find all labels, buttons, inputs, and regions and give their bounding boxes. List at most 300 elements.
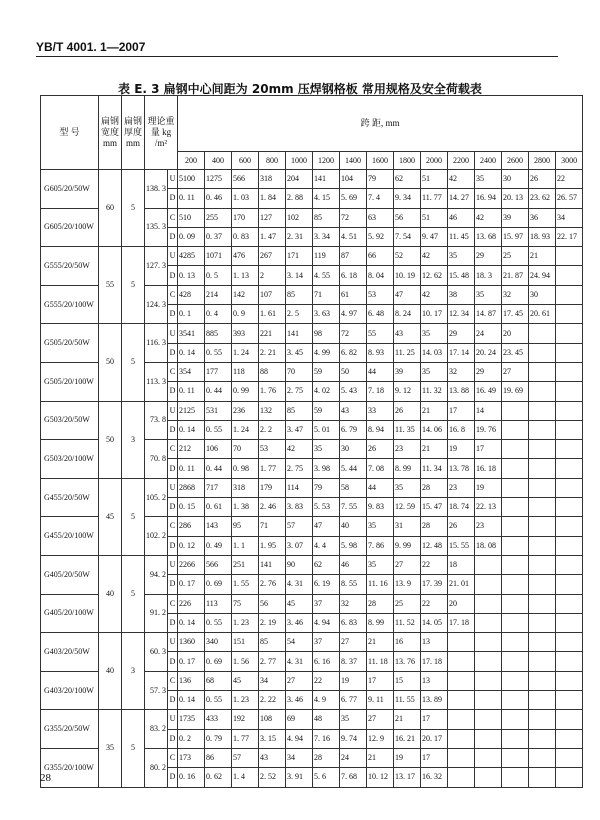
value-cell — [529, 382, 556, 401]
value-cell — [475, 768, 502, 787]
value-cell: 35 — [394, 478, 421, 497]
value-cell: 107 — [259, 285, 286, 304]
value-cell: 32 — [340, 594, 367, 613]
value-cell: 29 — [448, 324, 475, 343]
value-cell: 5. 44 — [340, 459, 367, 478]
value-cell: 9. 47 — [421, 227, 448, 246]
load-type-cell: U — [168, 555, 178, 574]
value-cell: 6. 82 — [340, 343, 367, 362]
value-cell: 57 — [232, 748, 259, 767]
value-cell: 13. 9 — [394, 575, 421, 594]
value-cell: 21 — [367, 633, 394, 652]
value-cell: 25 — [394, 594, 421, 613]
value-cell: 11. 18 — [367, 652, 394, 671]
value-cell: 11. 35 — [394, 420, 421, 439]
value-cell: 12. 48 — [421, 536, 448, 555]
span-header: 2800 — [529, 152, 556, 170]
span-header: 1800 — [394, 152, 421, 170]
value-cell: 85 — [286, 285, 313, 304]
value-cell: 2. 5 — [286, 305, 313, 324]
value-cell — [502, 478, 529, 497]
model-cell: G503/20/100W — [41, 440, 99, 479]
value-cell: 2. 19 — [259, 613, 286, 632]
value-cell: 21. 01 — [448, 575, 475, 594]
value-cell: 17. 39 — [421, 575, 448, 594]
value-cell: 13 — [421, 633, 448, 652]
value-cell: 42 — [475, 208, 502, 227]
value-cell: 0. 37 — [205, 227, 232, 246]
value-cell: 4. 55 — [313, 266, 340, 285]
value-cell — [556, 768, 583, 787]
value-cell: 38 — [448, 285, 475, 304]
value-cell: 0. 55 — [205, 420, 232, 439]
value-cell: 0. 2 — [178, 729, 205, 748]
value-cell: 79 — [367, 170, 394, 189]
value-cell: 21 — [529, 247, 556, 266]
value-cell: 8. 99 — [367, 613, 394, 632]
value-cell: 3. 91 — [286, 768, 313, 787]
load-type-cell: C — [168, 748, 178, 767]
value-cell — [502, 729, 529, 748]
table-row — [41, 710, 583, 729]
value-cell: 476 — [232, 247, 259, 266]
value-cell: 44 — [367, 362, 394, 381]
value-cell: 68 — [205, 671, 232, 690]
value-cell — [556, 613, 583, 632]
value-cell: 17 — [448, 401, 475, 420]
value-cell: 72 — [340, 208, 367, 227]
value-cell — [502, 748, 529, 767]
value-cell: 18. 93 — [529, 227, 556, 246]
value-cell: 44 — [367, 478, 394, 497]
value-cell: 7. 86 — [367, 536, 394, 555]
value-cell: 2266 — [178, 555, 205, 574]
width-cell: 40 — [99, 633, 122, 710]
model-cell: G505/20/100W — [41, 362, 99, 401]
value-cell: 5. 01 — [313, 420, 340, 439]
value-cell: 10. 12 — [367, 768, 394, 787]
value-cell — [529, 420, 556, 439]
value-cell — [502, 710, 529, 729]
value-cell: 35 — [340, 710, 367, 729]
width-cell: 40 — [99, 555, 122, 632]
value-cell: 22 — [556, 170, 583, 189]
value-cell: 18. 3 — [475, 266, 502, 285]
value-cell: 5. 69 — [340, 189, 367, 208]
value-cell — [502, 420, 529, 439]
value-cell: 6. 19 — [313, 575, 340, 594]
value-cell: 14. 06 — [421, 420, 448, 439]
value-cell: 16. 18 — [475, 459, 502, 478]
value-cell: 79 — [313, 478, 340, 497]
value-cell — [556, 729, 583, 748]
value-cell: 29 — [475, 362, 502, 381]
value-cell — [556, 652, 583, 671]
load-type-cell: D — [168, 343, 178, 362]
value-cell — [502, 575, 529, 594]
value-cell: 34 — [556, 208, 583, 227]
value-cell: 119 — [313, 247, 340, 266]
value-cell — [475, 671, 502, 690]
value-cell: 43 — [259, 748, 286, 767]
value-cell: 6. 18 — [340, 266, 367, 285]
value-cell: 151 — [232, 633, 259, 652]
value-cell — [529, 478, 556, 497]
value-cell — [502, 459, 529, 478]
value-cell: 17 — [421, 710, 448, 729]
value-cell: 23 — [475, 517, 502, 536]
value-cell: 4. 99 — [313, 343, 340, 362]
value-cell: 102 — [286, 208, 313, 227]
value-cell: 173 — [178, 748, 205, 767]
span-header: 2400 — [475, 152, 502, 170]
value-cell: 24 — [340, 748, 367, 767]
value-cell — [556, 575, 583, 594]
value-cell: 16 — [394, 633, 421, 652]
value-cell: 286 — [178, 517, 205, 536]
value-cell: 23. 62 — [529, 189, 556, 208]
value-cell: 27 — [502, 362, 529, 381]
value-cell: 42 — [421, 247, 448, 266]
value-cell — [502, 401, 529, 420]
value-cell: 885 — [205, 324, 232, 343]
value-cell: 17. 18 — [421, 652, 448, 671]
value-cell: 16. 8 — [448, 420, 475, 439]
value-cell: 4. 9 — [313, 691, 340, 710]
value-cell: 14. 87 — [475, 305, 502, 324]
value-cell: 14. 27 — [448, 189, 475, 208]
load-type-cell: C — [168, 671, 178, 690]
value-cell: 32 — [448, 362, 475, 381]
value-cell: 18. 08 — [475, 536, 502, 555]
value-cell: 8. 55 — [340, 575, 367, 594]
value-cell: 70 — [286, 362, 313, 381]
value-cell: 4. 97 — [340, 305, 367, 324]
value-cell: 5. 92 — [367, 227, 394, 246]
value-cell: 27 — [286, 671, 313, 690]
value-cell: 69 — [286, 710, 313, 729]
value-cell: 19. 69 — [502, 382, 529, 401]
value-cell: 0. 16 — [178, 768, 205, 787]
span-header: 600 — [232, 152, 259, 170]
value-cell — [529, 633, 556, 652]
value-cell: 531 — [205, 401, 232, 420]
value-cell: 14 — [475, 401, 502, 420]
value-cell — [502, 671, 529, 690]
value-cell — [475, 555, 502, 574]
value-cell: 236 — [232, 401, 259, 420]
value-cell: 2 — [259, 266, 286, 285]
value-cell: 2. 76 — [259, 575, 286, 594]
value-cell: 15. 47 — [421, 498, 448, 517]
value-cell — [475, 691, 502, 710]
table-row — [41, 633, 583, 652]
value-cell: 20 — [448, 594, 475, 613]
value-cell: 1. 23 — [232, 691, 259, 710]
span-header: 1400 — [340, 152, 367, 170]
value-cell: 39 — [502, 208, 529, 227]
load-type-cell: U — [168, 633, 178, 652]
load-type-cell: D — [168, 420, 178, 439]
value-cell: 12. 34 — [448, 305, 475, 324]
value-cell: 95 — [232, 517, 259, 536]
value-cell: 8. 37 — [340, 652, 367, 671]
value-cell: 4. 4 — [313, 536, 340, 555]
page-number: 28 — [40, 772, 51, 784]
model-cell: G555/20/50W — [41, 247, 99, 286]
value-cell: 0. 44 — [205, 459, 232, 478]
value-cell: 17 — [421, 748, 448, 767]
value-cell: 23 — [394, 440, 421, 459]
value-cell — [556, 633, 583, 652]
weight-cell: 80. 2 — [145, 748, 168, 787]
value-cell: 3. 46 — [286, 691, 313, 710]
value-cell: 3541 — [178, 324, 205, 343]
value-cell: 26 — [394, 401, 421, 420]
value-cell: 37 — [313, 594, 340, 613]
load-type-cell: U — [168, 170, 178, 189]
value-cell: 42 — [421, 285, 448, 304]
value-cell: 18 — [448, 555, 475, 574]
value-cell: 510 — [178, 208, 205, 227]
value-cell: 39 — [394, 362, 421, 381]
weight-cell: 105. 2 — [145, 478, 168, 517]
weight-cell: 127. 3 — [145, 247, 168, 286]
span-header: 800 — [259, 152, 286, 170]
value-cell: 267 — [259, 247, 286, 266]
value-cell: 717 — [205, 478, 232, 497]
value-cell: 340 — [205, 633, 232, 652]
value-cell: 318 — [259, 170, 286, 189]
value-cell: 62 — [313, 555, 340, 574]
value-cell — [475, 729, 502, 748]
value-cell: 143 — [205, 517, 232, 536]
value-cell: 35 — [367, 555, 394, 574]
value-cell — [529, 710, 556, 729]
value-cell: 28 — [367, 594, 394, 613]
value-cell — [448, 691, 475, 710]
value-cell: 6. 16 — [313, 652, 340, 671]
load-type-cell: D — [168, 613, 178, 632]
value-cell: 171 — [286, 247, 313, 266]
value-cell — [529, 691, 556, 710]
value-cell: 0. 17 — [178, 652, 205, 671]
value-cell: 16. 21 — [394, 729, 421, 748]
value-cell — [502, 652, 529, 671]
value-cell: 6. 77 — [340, 691, 367, 710]
value-cell — [529, 768, 556, 787]
value-cell: 1. 55 — [232, 575, 259, 594]
value-cell: 85 — [259, 633, 286, 652]
value-cell: 43 — [340, 401, 367, 420]
value-cell: 1735 — [178, 710, 205, 729]
model-cell: G605/20/100W — [41, 208, 99, 247]
value-cell — [556, 498, 583, 517]
load-type-cell: D — [168, 652, 178, 671]
load-type-cell: U — [168, 710, 178, 729]
value-cell: 14. 05 — [421, 613, 448, 632]
value-cell: 4. 02 — [313, 382, 340, 401]
weight-cell: 116. 3 — [145, 324, 168, 363]
value-cell: 22 — [313, 671, 340, 690]
value-cell: 17 — [367, 671, 394, 690]
value-cell: 35 — [313, 440, 340, 459]
value-cell — [556, 710, 583, 729]
value-cell: 46 — [340, 555, 367, 574]
weight-cell: 83. 2 — [145, 710, 168, 749]
value-cell: 2. 75 — [286, 382, 313, 401]
model-cell: G355/20/50W — [41, 710, 99, 749]
value-cell: 0. 69 — [205, 652, 232, 671]
value-cell — [529, 613, 556, 632]
value-cell: 1275 — [205, 170, 232, 189]
value-cell: 141 — [286, 324, 313, 343]
value-cell — [556, 420, 583, 439]
value-cell — [502, 768, 529, 787]
value-cell: 35 — [475, 170, 502, 189]
weight-cell: 124. 3 — [145, 285, 168, 324]
value-cell: 11. 77 — [421, 189, 448, 208]
value-cell — [556, 555, 583, 574]
value-cell: 40 — [340, 517, 367, 536]
standard-code: YB/T 4001. 1—2007 — [36, 40, 146, 54]
value-cell: 9. 99 — [394, 536, 421, 555]
value-cell: 1071 — [205, 247, 232, 266]
width-cell: 50 — [99, 324, 122, 401]
value-cell: 53 — [259, 440, 286, 459]
value-cell: 34 — [259, 671, 286, 690]
value-cell — [529, 401, 556, 420]
value-cell: 11. 34 — [421, 459, 448, 478]
value-cell: 3. 07 — [286, 536, 313, 555]
value-cell: 24. 94 — [529, 266, 556, 285]
value-cell — [556, 536, 583, 555]
value-cell: 0. 79 — [205, 729, 232, 748]
thickness-cell: 3 — [122, 633, 145, 710]
value-cell: 22 — [421, 555, 448, 574]
value-cell — [529, 498, 556, 517]
value-cell: 21 — [421, 401, 448, 420]
width-cell: 45 — [99, 478, 122, 555]
value-cell: 11. 25 — [394, 343, 421, 362]
value-cell: 6. 83 — [340, 613, 367, 632]
value-cell: 9. 83 — [367, 498, 394, 517]
value-cell — [475, 652, 502, 671]
table-row — [41, 170, 583, 189]
value-cell: 3. 47 — [286, 420, 313, 439]
value-cell: 9. 34 — [394, 189, 421, 208]
value-cell: 8. 99 — [394, 459, 421, 478]
value-cell: 13. 78 — [448, 459, 475, 478]
value-cell: 12. 9 — [367, 729, 394, 748]
value-cell: 3. 14 — [286, 266, 313, 285]
value-cell: 0. 15 — [178, 498, 205, 517]
value-cell: 2. 75 — [286, 459, 313, 478]
value-cell: 22. 17 — [556, 227, 583, 246]
value-cell: 35 — [475, 285, 502, 304]
value-cell — [529, 729, 556, 748]
span-header: 3000 — [556, 152, 583, 170]
load-type-cell: U — [168, 324, 178, 343]
value-cell: 11. 45 — [448, 227, 475, 246]
load-type-cell: D — [168, 498, 178, 517]
value-cell: 10. 17 — [421, 305, 448, 324]
value-cell: 42 — [448, 170, 475, 189]
value-cell: 11. 32 — [421, 382, 448, 401]
header-width: 扁钢宽度 mm — [99, 96, 122, 170]
model-cell: G455/20/100W — [41, 517, 99, 556]
value-cell: 2. 46 — [259, 498, 286, 517]
value-cell: 0. 9 — [232, 305, 259, 324]
value-cell: 47 — [313, 517, 340, 536]
value-cell: 14. 03 — [421, 343, 448, 362]
value-cell: 46 — [448, 208, 475, 227]
value-cell: 90 — [286, 555, 313, 574]
model-cell: G405/20/50W — [41, 555, 99, 594]
value-cell — [448, 633, 475, 652]
value-cell: 9. 74 — [340, 729, 367, 748]
value-cell: 66 — [367, 247, 394, 266]
weight-cell: 135. 3 — [145, 208, 168, 247]
value-cell: 1. 23 — [232, 613, 259, 632]
value-cell: 17 — [475, 440, 502, 459]
value-cell: 4. 94 — [313, 613, 340, 632]
value-cell: 16. 49 — [475, 382, 502, 401]
model-cell: G555/20/100W — [41, 285, 99, 324]
value-cell: 5. 6 — [313, 768, 340, 787]
value-cell: 20. 13 — [502, 189, 529, 208]
value-cell: 132 — [259, 401, 286, 420]
value-cell: 17. 18 — [448, 613, 475, 632]
value-cell: 1. 76 — [259, 382, 286, 401]
table-row — [41, 324, 583, 343]
value-cell: 30 — [502, 170, 529, 189]
value-cell — [475, 710, 502, 729]
value-cell: 27 — [367, 710, 394, 729]
model-cell: G605/20/50W — [41, 170, 99, 209]
span-header: 1600 — [367, 152, 394, 170]
value-cell: 7. 16 — [313, 729, 340, 748]
value-cell: 43 — [394, 324, 421, 343]
value-cell: 62 — [394, 170, 421, 189]
thickness-cell: 5 — [122, 710, 145, 787]
thickness-cell: 3 — [122, 401, 145, 478]
value-cell: 566 — [205, 555, 232, 574]
value-cell — [529, 748, 556, 767]
value-cell: 58 — [340, 478, 367, 497]
value-cell: 59 — [313, 362, 340, 381]
value-cell: 19 — [475, 478, 502, 497]
load-type-cell: D — [168, 459, 178, 478]
value-cell: 15. 97 — [502, 227, 529, 246]
value-cell: 48 — [313, 710, 340, 729]
value-cell: 88 — [259, 362, 286, 381]
value-cell: 0. 17 — [178, 575, 205, 594]
value-cell: 0. 13 — [178, 266, 205, 285]
weight-cell: 70. 8 — [145, 440, 168, 479]
value-cell: 13. 17 — [394, 768, 421, 787]
thickness-cell: 5 — [122, 247, 145, 324]
value-cell: 142 — [232, 285, 259, 304]
value-cell — [556, 440, 583, 459]
value-cell: 1. 1 — [232, 536, 259, 555]
value-cell — [475, 748, 502, 767]
value-cell: 5. 43 — [340, 382, 367, 401]
value-cell: 136 — [178, 671, 205, 690]
value-cell: 2868 — [178, 478, 205, 497]
value-cell: 30 — [340, 440, 367, 459]
value-cell: 52 — [394, 247, 421, 266]
